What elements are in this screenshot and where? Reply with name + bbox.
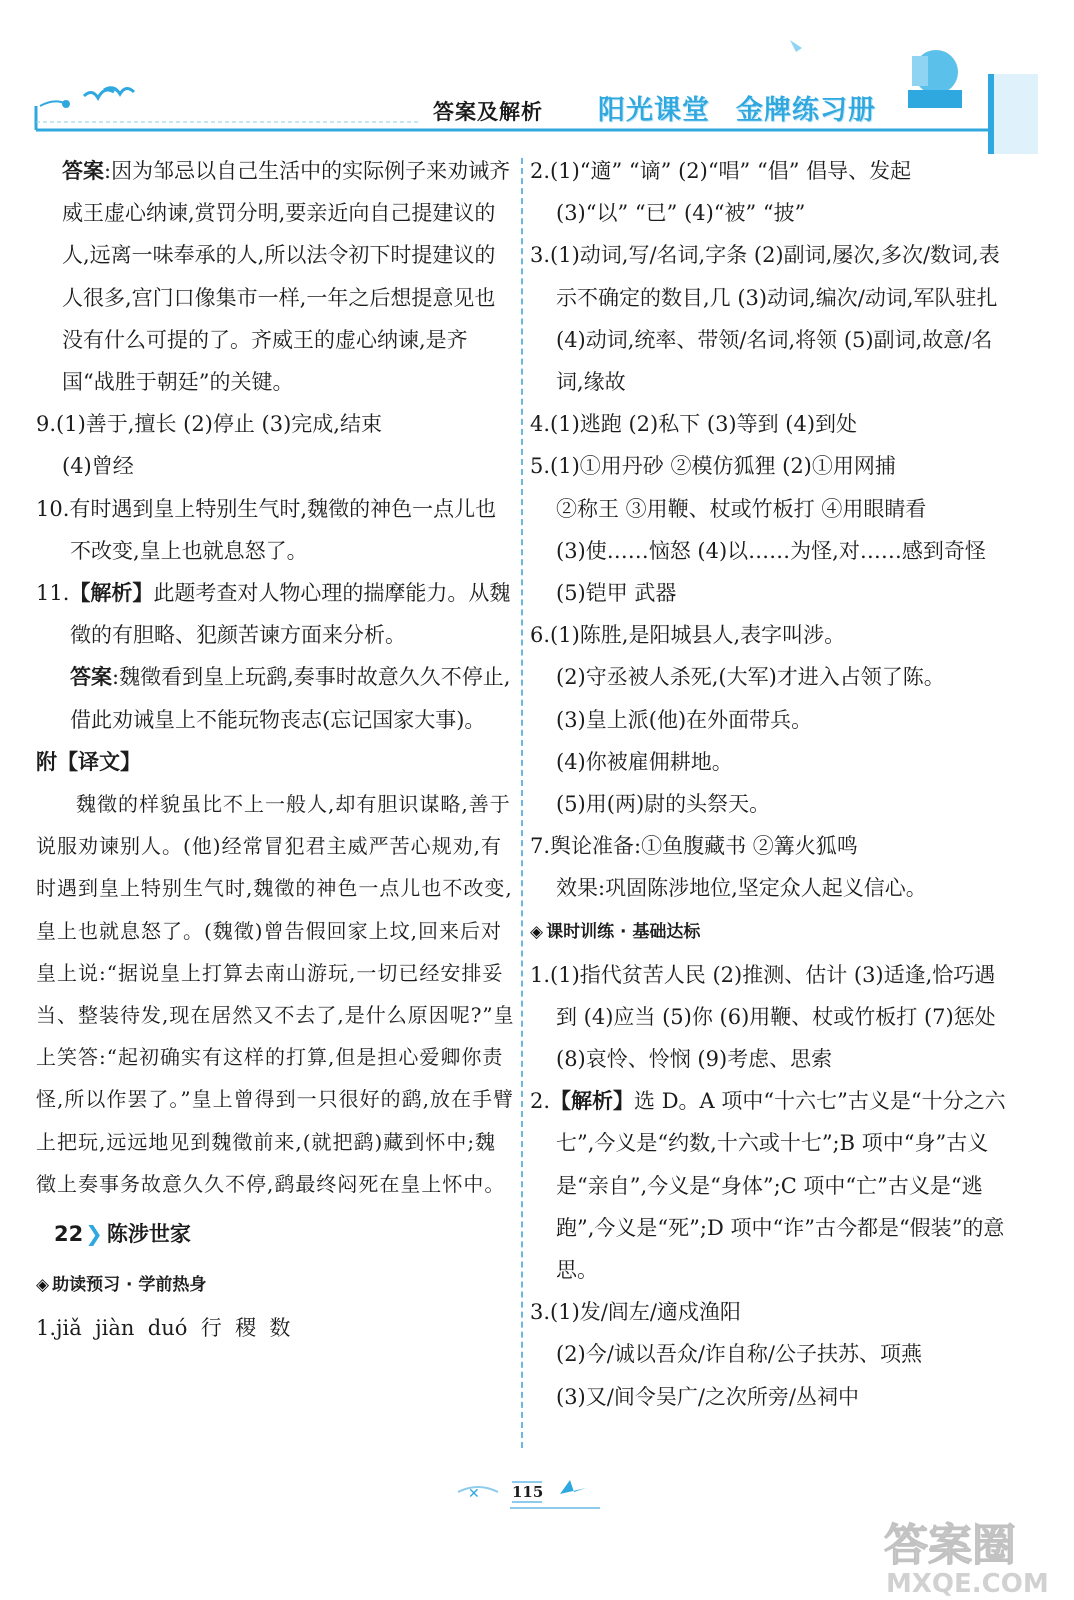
svg-text:✕: ✕ [468, 1486, 480, 1502]
q5-line3: (3)使……恼怒 (4)以……为怪,对……感到奇怪 (5)铠甲 武器 [556, 538, 986, 606]
appendix-heading [36, 741, 516, 783]
left-column [36, 150, 516, 1349]
section1-title: 助读预习 · 学前热身 [52, 1275, 207, 1296]
appendix-tag: 【译文】 [57, 748, 141, 774]
globe-icon [908, 50, 962, 108]
q6-line5: (5)用(两)尉的头祭天。 [556, 792, 771, 817]
answer-block [36, 150, 516, 403]
q1: 1.jiǎ jiàn duó 行 稷 数 [36, 1316, 291, 1341]
q6-line2: (2)守丞被人杀死,(大军)才进入占领了陈。 [556, 665, 945, 690]
lesson-number: 22 [54, 1222, 84, 1247]
q6-line1: 6.(1)陈胜,是阳城县人,表字叫涉。 [530, 623, 846, 648]
r2-tag: 【解析】 [550, 1088, 635, 1114]
q11-answer-text: :魏徵看到皇上玩鹞,奏事时故意久久不停止,借此劝诫皇上不能玩物丧志(忘记国家大事)。 [70, 665, 511, 732]
r3-line2: (2)今/诚以吾众/诈自称/公子扶苏、项燕 [556, 1342, 922, 1367]
q6-line3: (3)皇上派(他)在外面带兵。 [556, 707, 813, 732]
brand-left: 阳光课堂 [598, 95, 710, 126]
q5-line1: 5.(1)①用丹砂 ②模仿狐狸 (2)①用网捕 [530, 454, 896, 479]
watermark-brand: 答案圈 [884, 1520, 1016, 1571]
appendix-prefix: 附 [36, 748, 57, 774]
q11-analysis: 此题考查对人物心理的揣摩能力。从魏徵的有胆略、犯颜苦谏方面来分析。 [70, 581, 511, 648]
watermark-logo [876, 1510, 1066, 1598]
section2-title: 课时训练 · 基础达标 [546, 921, 701, 942]
diamond-icon: ◈ [530, 921, 544, 942]
r2-text: 选 D。A 项中“十六七”古义是“十分之六七”,今义是“约数,十六或十七”;B 项中“身”古义是“亲自”,今义是“身体”;C 项中“亡”古义是“逃跑”,今义是“死”;D 项中“诈”古今都是“假装”的意思。 [556, 1089, 1006, 1283]
q6-line4: (4)你被雇佣耕地。 [556, 749, 733, 774]
column-divider [521, 158, 523, 1448]
diamond-icon: ◈ [36, 1275, 50, 1296]
q11-num: 11. [36, 581, 70, 606]
chevron-right-icon: ❯ [85, 1222, 103, 1247]
q10: 10.有时遇到皇上特别生气时,魏徵的神色一点儿也不改变,皇上也就息怒了。 [36, 496, 497, 563]
bird-icon [84, 88, 134, 98]
r2 [530, 1080, 1010, 1291]
page-header [0, 0, 1074, 160]
q9-line1: 9.(1)善于,擅长 (2)停止 (3)完成,结束 [36, 412, 382, 437]
answer-label: 答案 [62, 158, 104, 183]
lesson-heading [36, 1205, 516, 1263]
section-title: 答案及解析 [433, 100, 543, 124]
q11-tag: 【解析】 [69, 580, 154, 606]
translation-text: 魏徵的样貌虽比不上一般人,却有胆识谋略,善于说服劝谏别人。(他)经常冒犯君主威严苦心规劝,有时遇到皇上特别生气时,魏徵的神色一点儿也不改变,皇上也就息怒了。(魏徵)曾告假回家上坟,回来后对皇上说:“据说皇上打算去南山游玩,一切已经安排妥当、整装待发,现在居然又不去了,是什么原因呢?”皇上笑答:“起初确实有这样的打算,但是担心爱卿你责怪,所以作罢了。”皇上曾得到一只很好的鹞,放在手臂上把玩,远远地见到魏徵前来,(就把鹞)藏到怀中;魏徵上奏事务故意久久不停,鹞最终闷死在皇上怀中。 [36, 792, 515, 1196]
brand-title [598, 88, 876, 127]
r3-line3: (3)又/间令吴广/之次所旁/丛祠中 [556, 1384, 859, 1409]
q3: 3.(1)动词,写/名词,字条 (2)副词,屡次,多次/数词,表示不确定的数目,几 (3)动词,编次/动词,军队驻扎 (4)动词,统率、带领/名词,将领 (5)副词,故意/名词,缘故 [530, 243, 1000, 395]
q4: 4.(1)逃跑 (2)私下 (3)等到 (4)到处 [530, 412, 858, 437]
r2-num: 2. [530, 1089, 551, 1114]
right-column [530, 150, 1010, 1418]
lesson-title: 陈涉世家 [106, 1222, 191, 1247]
answer-text: :因为邹忌以自己生活中的实际例子来劝诫齐威王虚心纳谏,赏罚分明,要亲近向自己提建议的人,远离一味奉承的人,所以法令初下时提建议的人很多,宫门口像集市一样,一年之后想提意见也没有什么可提的了。齐威王的虚心纳谏,是齐国“战胜于朝廷”的关键。 [62, 159, 511, 395]
page-number: 115 [512, 1483, 544, 1501]
q11-answer [36, 656, 516, 740]
section1-heading [36, 1263, 516, 1307]
q2-line2: (3)“以” “已” (4)“被” “披” [556, 201, 806, 226]
brand-right: 金牌练习册 [736, 95, 876, 126]
q11 [36, 572, 516, 656]
q7-line2: 效果:巩固陈涉地位,坚定众人起义信心。 [556, 876, 927, 901]
q5-line2: ②称王 ③用鞭、杖或竹板打 ④用眼睛看 [556, 496, 927, 521]
q2-line1: 2.(1)“適” “谪” (2)“唱” “倡” 倡导、发起 [530, 159, 912, 183]
q7-line1: 7.舆论准备:①鱼腹藏书 ②篝火狐鸣 [530, 834, 858, 859]
r1: 1.(1)指代贫苦人民 (2)推测、估计 (3)适逢,恰巧遇到 (4)应当 (5)你 (6)用鞭、杖或竹板打 (7)惩处 (8)哀怜、怜悯 (9)考虑、思索 [530, 962, 996, 1072]
translation [36, 783, 516, 1205]
section2-heading [530, 910, 1010, 954]
q9-line2: (4)曾经 [62, 454, 134, 479]
r3-line1: 3.(1)发/闾左/適戍渔阳 [530, 1300, 741, 1325]
q11-answer-label: 答案 [70, 664, 112, 690]
watermark-site: MXQE.COM [886, 1569, 1049, 1598]
header-decoration [0, 0, 1074, 160]
